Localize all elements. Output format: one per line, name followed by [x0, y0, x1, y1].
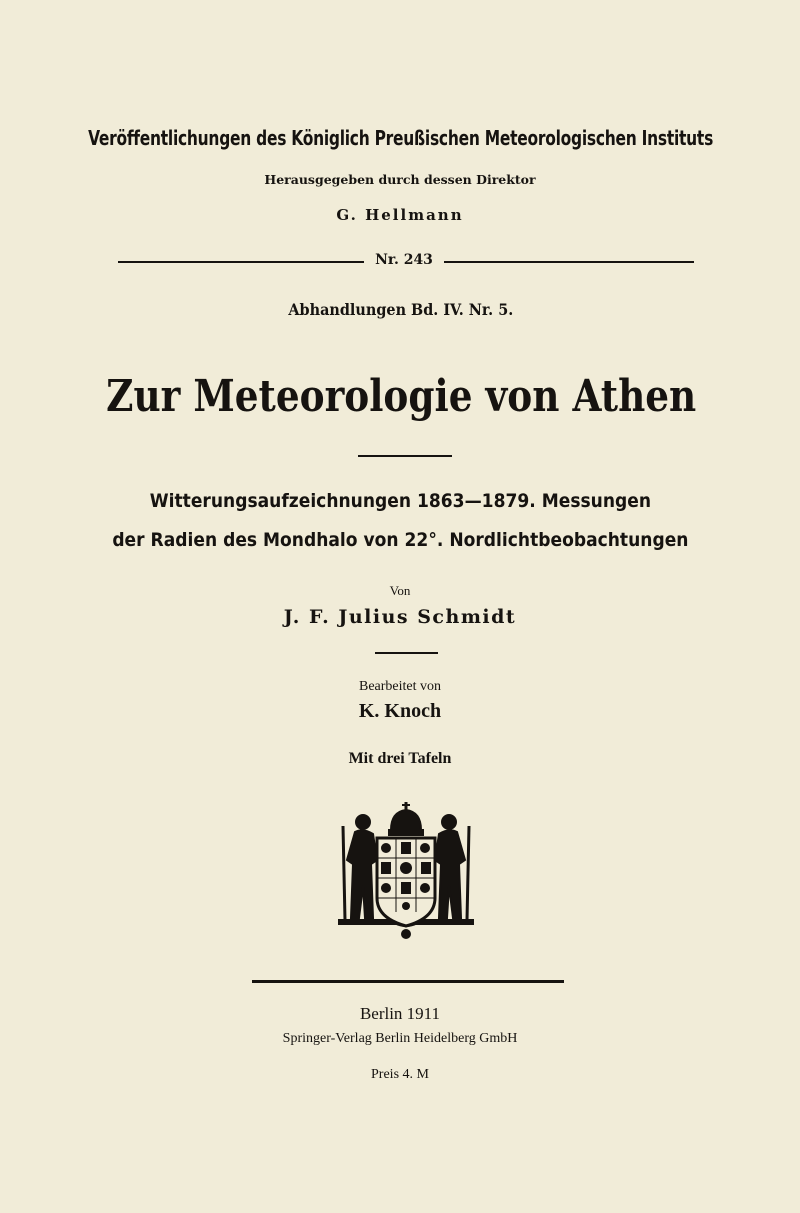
author-divider [375, 652, 438, 654]
plates-note: Mit drei Tafeln [348, 750, 452, 767]
place-and-year: Berlin 1911 [359, 1004, 441, 1023]
treatise-reference: Abhandlungen Bd. IV. Nr. 5. [288, 300, 514, 319]
by-label: Von [389, 583, 411, 598]
revised-by-label: Bearbeitet von [358, 679, 442, 694]
editor-name: K. Knoch [358, 700, 442, 722]
number-rule-right [444, 261, 694, 263]
page-title: Zur Meteorologie von Athen [106, 371, 697, 422]
publisher-name: Springer-Verlag Berlin Heidelberg GmbH [282, 1031, 518, 1046]
author-name: J. F. Julius Schmidt [283, 606, 517, 628]
number-rule-left [118, 261, 364, 263]
subtitle-line-2: der Radien des Mondhalo von 22°. Nordlichtbeobachtungen [112, 529, 689, 551]
price-label: Preis 4. M [371, 1067, 429, 1082]
prussian-coat-of-arms-icon [333, 802, 479, 946]
edited-by-line: Herausgegeben durch dessen Direktor [264, 172, 536, 187]
number-row [118, 250, 694, 274]
imprint-divider [252, 980, 564, 983]
subtitle-line-1: Witterungsaufzeichnungen 1863—1879. Messungen [149, 490, 652, 512]
title-divider [358, 455, 452, 457]
director-name: G. Hellmann [336, 206, 464, 224]
publication-number: Nr. 243 [375, 252, 433, 268]
series-title: Veröffentlichungen des Königlich Preußischen Meteorologischen Instituts [88, 126, 714, 150]
